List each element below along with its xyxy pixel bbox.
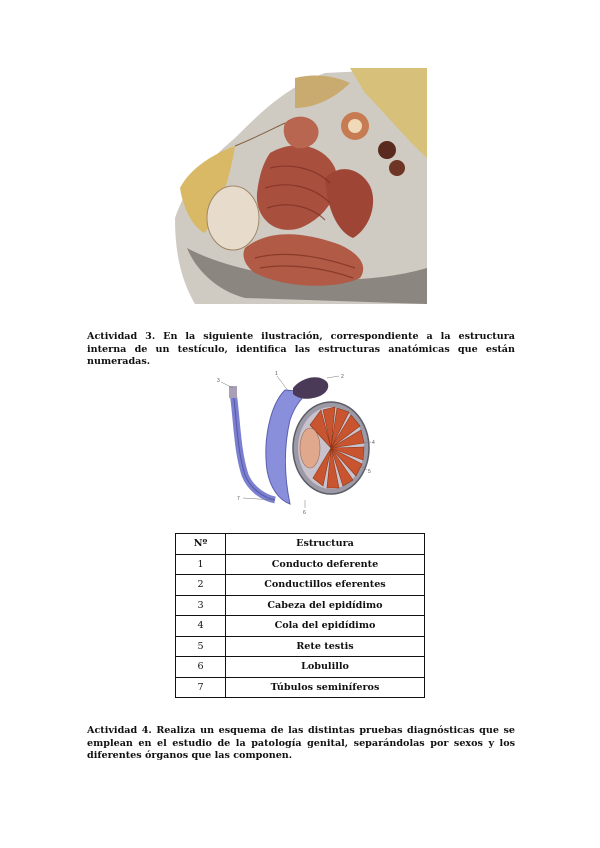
testis-structure-diagram [215,370,385,518]
table-header-row [176,534,425,555]
row-structure: Cola del epidídimo [226,616,425,637]
label-number-2: 2 [341,374,344,380]
activity-4-instructions [87,725,515,763]
row-structure: Cabeza del epidídimo [226,595,425,616]
structures-table [175,533,425,698]
table-row [176,657,425,678]
table-row [176,677,425,698]
row-number: 6 [176,657,226,678]
row-number: 1 [176,554,226,575]
table-row [176,554,425,575]
row-structure: Conducto deferente [226,554,425,575]
label-number-6: 6 [303,510,306,516]
header-structure: Estructura [226,534,425,555]
row-number: 7 [176,677,226,698]
row-number: 5 [176,636,226,657]
table-row [176,616,425,637]
row-number: 4 [176,616,226,637]
table-row [176,575,425,596]
table-row [176,636,425,657]
label-number-7: 7 [237,496,240,502]
label-number-5: 5 [368,469,371,475]
label-number-1: 1 [275,371,278,377]
row-structure: Lobulillo [226,657,425,678]
label-number-3: 3 [217,378,220,384]
activity-3-text: En la siguiente ilustración, correspondiente a la estructura interna de un testículo, identifica las estructuras anatómicas que están numeradas. [87,331,515,368]
table-row [176,595,425,616]
activity-3-label: Actividad 3. [87,331,156,342]
pelvic-section-illustration [175,68,427,304]
activity-4-label: Actividad 4. [87,725,152,736]
activity-4-text: Realiza un esquema de las distintas pruebas diagnósticas que se emplean en el estudio de la patología genital, separándolas por sexos y los diferentes órganos que las componen. [87,725,516,762]
rete-testis-shape [300,428,320,468]
label-number-4: 4 [372,440,375,446]
header-number: Nº [176,534,226,555]
row-number: 2 [176,575,226,596]
epididymis-head-shape [293,377,328,399]
row-structure: Túbulos seminíferos [226,677,425,698]
row-number: 3 [176,595,226,616]
activity-3-instructions [87,331,515,369]
row-structure: Rete testis [226,636,425,657]
row-structure: Conductillos eferentes [226,575,425,596]
